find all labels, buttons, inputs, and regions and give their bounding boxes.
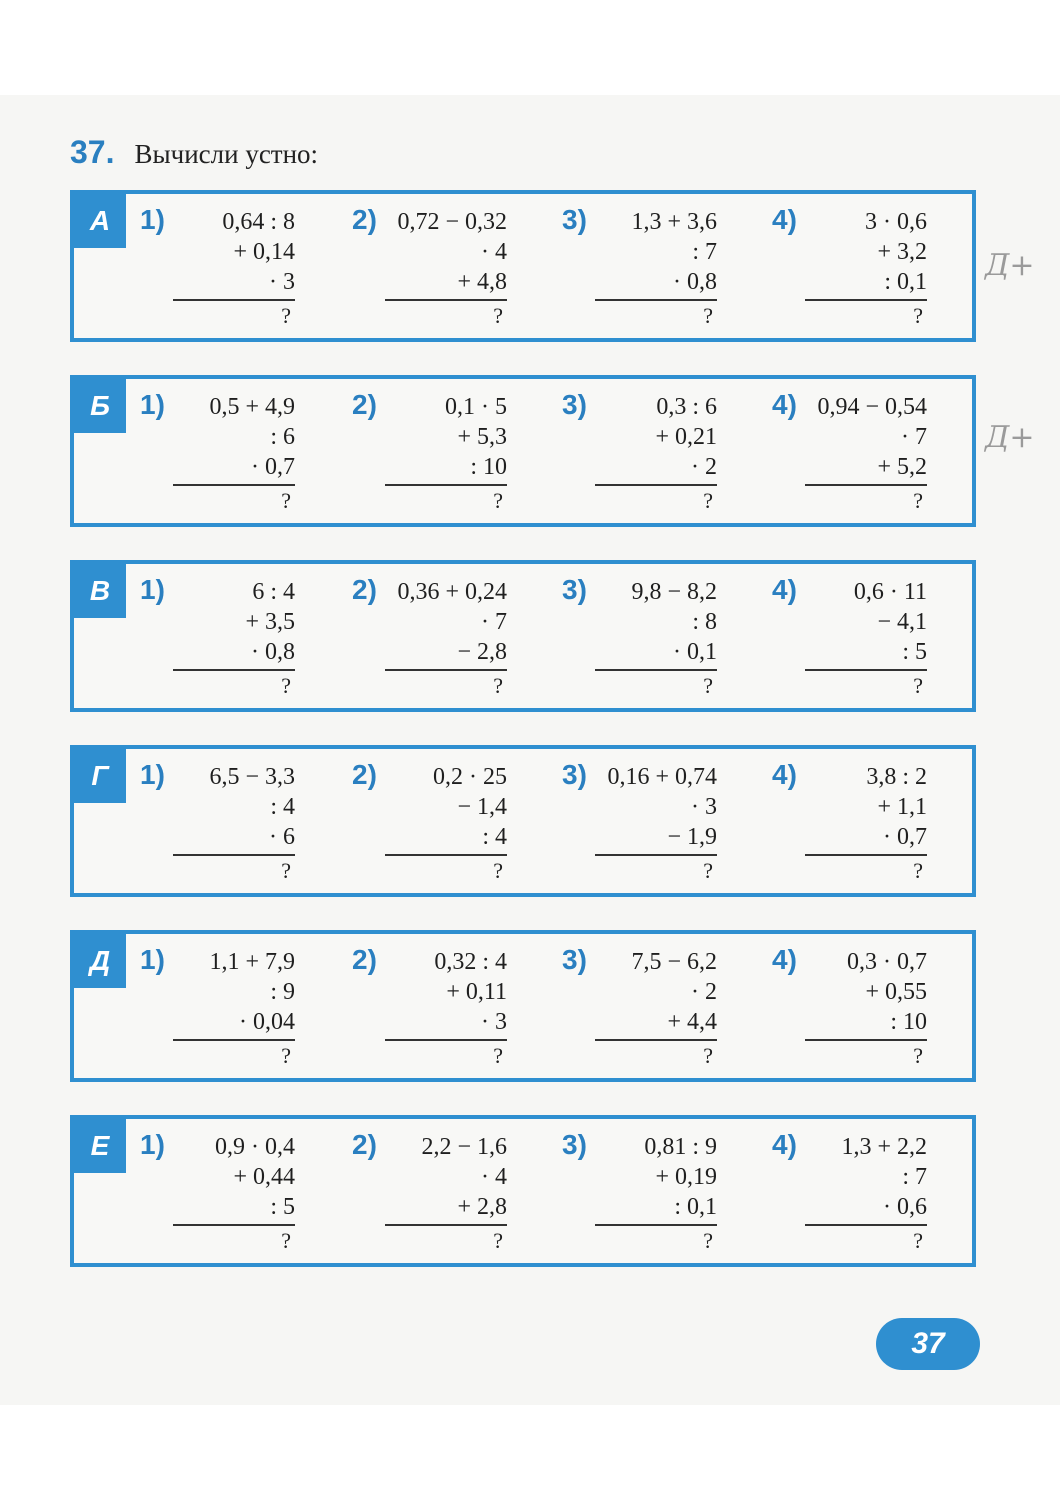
operation-chain	[607, 392, 717, 516]
operation-line: − 2,8	[457, 639, 507, 665]
answer-placeholder: ?	[281, 673, 291, 698]
operation-line: : 6	[270, 424, 295, 450]
operation-chain	[185, 947, 295, 1071]
operation-chain	[185, 207, 295, 331]
answer-placeholder: ?	[703, 858, 713, 883]
block-letter: Е	[74, 1119, 126, 1173]
operation-line: 0,81 : 9	[644, 1134, 717, 1160]
problem-number: 4)	[772, 389, 797, 420]
operation-chain	[817, 392, 927, 516]
answer-placeholder: ?	[281, 488, 291, 513]
exercise-block	[70, 375, 976, 527]
page-number-badge: 37	[876, 1318, 980, 1370]
problem-number: 4)	[772, 1129, 797, 1160]
operation-line: − 1,4	[457, 794, 507, 820]
operation-chain	[817, 947, 927, 1071]
operation-chain	[607, 947, 717, 1071]
exercise-block	[70, 1115, 976, 1267]
problem-number: 2)	[352, 759, 377, 790]
answer-placeholder: ?	[493, 858, 503, 883]
operation-line: + 5,2	[877, 454, 927, 480]
operation-line: + 0,21	[655, 424, 717, 450]
operation-chain	[185, 392, 295, 516]
operation-line: : 8	[692, 609, 717, 635]
operation-line: 0,2 · 25	[433, 764, 507, 790]
problem	[562, 757, 772, 887]
operation-chain	[185, 762, 295, 886]
answer-placeholder: ?	[493, 488, 503, 513]
operation-line: : 9	[270, 979, 295, 1005]
operation-line: 6,5 − 3,3	[209, 764, 295, 790]
problem	[140, 757, 350, 887]
operation-line: · 6	[269, 824, 295, 850]
operation-line: · 0,8	[673, 269, 717, 295]
operation-chain	[817, 762, 927, 886]
problem-number: 3)	[562, 389, 587, 420]
task-header	[70, 134, 318, 171]
operation-line: : 4	[270, 794, 295, 820]
operation-line: : 7	[902, 1164, 927, 1190]
operation-line: 0,9 · 0,4	[215, 1134, 295, 1160]
operation-chain	[397, 577, 507, 701]
operation-line: · 2	[691, 979, 717, 1005]
operation-chain	[607, 762, 717, 886]
operation-chain	[607, 207, 717, 331]
task-number: 37.	[70, 134, 115, 170]
operation-line: 1,1 + 7,9	[209, 949, 295, 975]
operation-chain	[185, 1132, 295, 1256]
block-letter: Д	[74, 934, 126, 988]
operation-line: + 3,5	[245, 609, 295, 635]
problem-number: 4)	[772, 759, 797, 790]
problem-number: 4)	[772, 204, 797, 235]
problem	[562, 572, 772, 702]
problem-number: 1)	[140, 204, 165, 235]
problem	[562, 942, 772, 1072]
problem-number: 4)	[772, 574, 797, 605]
operation-chain	[607, 1132, 717, 1256]
problem	[562, 1127, 772, 1257]
exercise-block	[70, 930, 976, 1082]
operation-line: 3,8 : 2	[866, 764, 927, 790]
answer-placeholder: ?	[493, 303, 503, 328]
answer-placeholder: ?	[281, 858, 291, 883]
operation-line: + 0,55	[865, 979, 927, 1005]
block-letter: В	[74, 564, 126, 618]
operation-line: : 0,1	[674, 1194, 717, 1220]
operation-line: · 3	[269, 269, 295, 295]
operation-line: 0,3 · 0,7	[847, 949, 927, 975]
operation-line: 0,64 : 8	[222, 209, 295, 235]
problem	[140, 942, 350, 1072]
operation-line: · 0,8	[251, 639, 295, 665]
problem	[140, 387, 350, 517]
problem	[352, 387, 562, 517]
answer-placeholder: ?	[913, 858, 923, 883]
operation-line: + 4,4	[667, 1009, 717, 1035]
problem-number: 2)	[352, 1129, 377, 1160]
problem-number: 1)	[140, 1129, 165, 1160]
problem-number: 3)	[562, 204, 587, 235]
problem-number: 1)	[140, 759, 165, 790]
problem-number: 2)	[352, 389, 377, 420]
problem	[352, 1127, 562, 1257]
operation-line: : 4	[482, 824, 507, 850]
problem	[772, 942, 982, 1072]
operation-line: 0,16 + 0,74	[607, 764, 717, 790]
operation-line: · 0,1	[673, 639, 717, 665]
operation-line: : 0,1	[884, 269, 927, 295]
operation-line: 1,3 + 3,6	[631, 209, 717, 235]
operation-line: + 2,8	[457, 1194, 507, 1220]
operation-line: 0,5 + 4,9	[209, 394, 295, 420]
operation-chain	[397, 207, 507, 331]
operation-chain	[607, 577, 717, 701]
operation-line: 3 · 0,6	[865, 209, 927, 235]
operation-line: · 0,7	[251, 454, 295, 480]
problem-number: 1)	[140, 389, 165, 420]
operation-line: + 0,11	[446, 979, 507, 1005]
operation-line: − 1,9	[667, 824, 717, 850]
operation-chain	[397, 1132, 507, 1256]
task-instruction: Вычисли устно:	[134, 139, 319, 169]
problem	[352, 942, 562, 1072]
answer-placeholder: ?	[281, 1043, 291, 1068]
operation-chain	[397, 762, 507, 886]
problem-number: 2)	[352, 574, 377, 605]
operation-line: · 7	[901, 424, 927, 450]
problem-number: 2)	[352, 204, 377, 235]
operation-line: · 0,6	[883, 1194, 927, 1220]
operation-chain	[185, 577, 295, 701]
problem	[772, 572, 982, 702]
answer-placeholder: ?	[913, 303, 923, 328]
operation-line: + 0,19	[655, 1164, 717, 1190]
problem	[352, 757, 562, 887]
operation-line: 0,1 · 5	[445, 394, 507, 420]
operation-line: · 3	[691, 794, 717, 820]
operation-chain	[817, 207, 927, 331]
operation-line: 6 : 4	[252, 579, 295, 605]
answer-placeholder: ?	[281, 1228, 291, 1253]
block-letter: А	[74, 194, 126, 248]
handwritten-mark: Д+	[985, 420, 1035, 455]
problem	[772, 1127, 982, 1257]
operation-chain	[397, 947, 507, 1071]
problem-number: 3)	[562, 574, 587, 605]
answer-placeholder: ?	[913, 1228, 923, 1253]
operation-chain	[817, 1132, 927, 1256]
answer-placeholder: ?	[493, 1043, 503, 1068]
problem	[140, 572, 350, 702]
block-letter: Г	[74, 749, 126, 803]
operation-line: − 4,1	[877, 609, 927, 635]
answer-placeholder: ?	[703, 1228, 713, 1253]
handwritten-mark: Д+	[985, 248, 1035, 283]
problem-number: 4)	[772, 944, 797, 975]
operation-line: : 5	[902, 639, 927, 665]
operation-line: · 4	[481, 1164, 507, 1190]
answer-placeholder: ?	[703, 303, 713, 328]
answer-placeholder: ?	[281, 303, 291, 328]
operation-line: 0,94 − 0,54	[817, 394, 927, 420]
answer-placeholder: ?	[493, 1228, 503, 1253]
operation-line: 1,3 + 2,2	[841, 1134, 927, 1160]
operation-line: 0,72 − 0,32	[397, 209, 507, 235]
operation-line: · 2	[691, 454, 717, 480]
operation-line: · 0,7	[883, 824, 927, 850]
problem-number: 3)	[562, 759, 587, 790]
operation-line: 0,3 : 6	[656, 394, 717, 420]
problem	[352, 202, 562, 332]
operation-line: 0,6 · 11	[853, 579, 927, 605]
operation-line: · 0,04	[239, 1009, 295, 1035]
operation-line: 0,32 : 4	[434, 949, 507, 975]
answer-placeholder: ?	[913, 1043, 923, 1068]
operation-line: 0,36 + 0,24	[397, 579, 507, 605]
operation-line: + 1,1	[877, 794, 927, 820]
problem	[772, 757, 982, 887]
answer-placeholder: ?	[703, 1043, 713, 1068]
operation-line: : 7	[692, 239, 717, 265]
exercise-block	[70, 560, 976, 712]
operation-line: · 3	[481, 1009, 507, 1035]
operation-line: · 7	[481, 609, 507, 635]
problem	[772, 387, 982, 517]
problem-number: 2)	[352, 944, 377, 975]
operation-line: · 4	[481, 239, 507, 265]
problem	[140, 1127, 350, 1257]
problem	[562, 387, 772, 517]
operation-line: + 4,8	[457, 269, 507, 295]
operation-line: : 5	[270, 1194, 295, 1220]
problem	[352, 572, 562, 702]
operation-line: 7,5 − 6,2	[631, 949, 717, 975]
problem	[140, 202, 350, 332]
answer-placeholder: ?	[913, 673, 923, 698]
block-letter: Б	[74, 379, 126, 433]
problem-number: 3)	[562, 944, 587, 975]
answer-placeholder: ?	[493, 673, 503, 698]
problem-number: 1)	[140, 574, 165, 605]
problem-number: 3)	[562, 1129, 587, 1160]
operation-chain	[817, 577, 927, 701]
operation-line: : 10	[470, 454, 507, 480]
operation-line: + 0,14	[233, 239, 295, 265]
operation-chain	[397, 392, 507, 516]
operation-line: : 10	[890, 1009, 927, 1035]
operation-line: 2,2 − 1,6	[421, 1134, 507, 1160]
answer-placeholder: ?	[703, 673, 713, 698]
operation-line: + 0,44	[233, 1164, 295, 1190]
problem-number: 1)	[140, 944, 165, 975]
answer-placeholder: ?	[913, 488, 923, 513]
operation-line: + 5,3	[457, 424, 507, 450]
operation-line: 9,8 − 8,2	[631, 579, 717, 605]
operation-line: + 3,2	[877, 239, 927, 265]
exercise-block	[70, 745, 976, 897]
answer-placeholder: ?	[703, 488, 713, 513]
problem	[772, 202, 982, 332]
exercise-block	[70, 190, 976, 342]
problem	[562, 202, 772, 332]
